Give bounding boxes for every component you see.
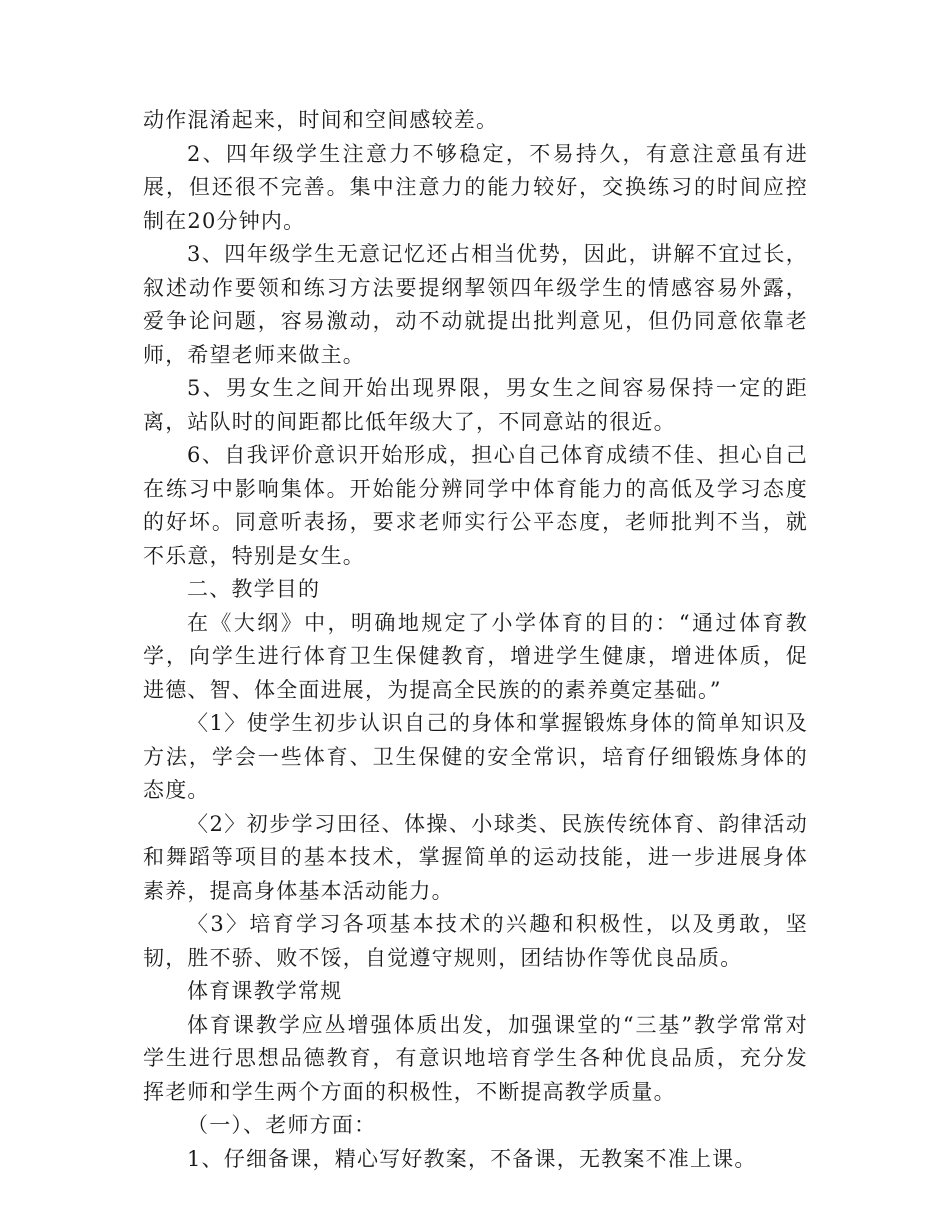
paragraph-item-2: 2、四年级学生注意力不够稳定，不易持久，有意注意虽有进展，但还很不完善。集中注意力的能力较好，交换练习的时间应控制在20分钟内。	[143, 141, 808, 233]
paragraph-goal-2: 〈2〉初步学习田径、体操、小球类、民族传统体育、韵律活动和舞蹈等项目的基本技术，掌握简单的运动技能，进一步进展身体素养，提高身体基本活动能力。	[143, 811, 808, 903]
paragraph-item-3: 3、四年级学生无意记忆还占相当优势，因此，讲解不宜过长，叙述动作要领和练习方法要提纲挈领四年级学生的情感容易外露，爱争论问题，容易激动，动不动就提出批判意见，但仍同意依靠老师，希望老师来做主。	[143, 242, 808, 367]
subsection-heading-teacher: （一）、老师方面：	[187, 1113, 377, 1137]
paragraph-continuation: 动作混淆起来，时间和空间感较差。	[143, 108, 499, 132]
document-body	[143, 104, 808, 1176]
paragraph-teacher-item-1: 1、仔细备课，精心写好教案，不备课，无教案不准上课。	[187, 1146, 757, 1171]
paragraph-pe-routine: 体育课教学应丛增强体质出发，加强课堂的“三基”教学常常对学生进行思想品德教育，有意识地培育学生各种优良品质，充分发挥老师和学生两个方面的积极性，不断提高教学质量。	[143, 1012, 808, 1104]
section-heading-teaching-goals: 二、教学目的	[187, 577, 321, 601]
paragraph-goal-1: 〈1〉使学生初步认识自己的身体和掌握锻炼身体的简单知识及方法，学会一些体育、卫生保健的安全常识，培育仔细锻炼身体的态度。	[143, 711, 808, 802]
paragraph-goal-3: 〈3〉培育学习各项基本技术的兴趣和积极性，以及勇敢，坚韧，胜不骄、败不馁，自觉遵守规则，团结协作等优良品质。	[143, 912, 808, 970]
paragraph-item-5: 5、男女生之间开始出现界限，男女生之间容易保持一定的距离，站队时的间距都比低年级大了，不同意站的很近。	[143, 376, 808, 434]
paragraph-syllabus-goal: 在《大纲》中，明确地规定了小学体育的目的：“通过体育教学，向学生进行体育卫生保健教育，增进学生健康，增进体质，促进德、智、体全面进展，为提高全民族的的素养奠定基础。”	[143, 610, 808, 702]
section-heading-pe-routine: 体育课教学常规	[187, 979, 343, 1003]
paragraph-item-6: 6、自我评价意识开始形成，担心自己体育成绩不佳、担心自己在练习中影响集体。开始能分辨同学中体育能力的高低及学习态度的好坏。同意听表扬，要求老师实行公平态度，老师批判不当，就不乐意，特别是女生。	[143, 443, 808, 568]
